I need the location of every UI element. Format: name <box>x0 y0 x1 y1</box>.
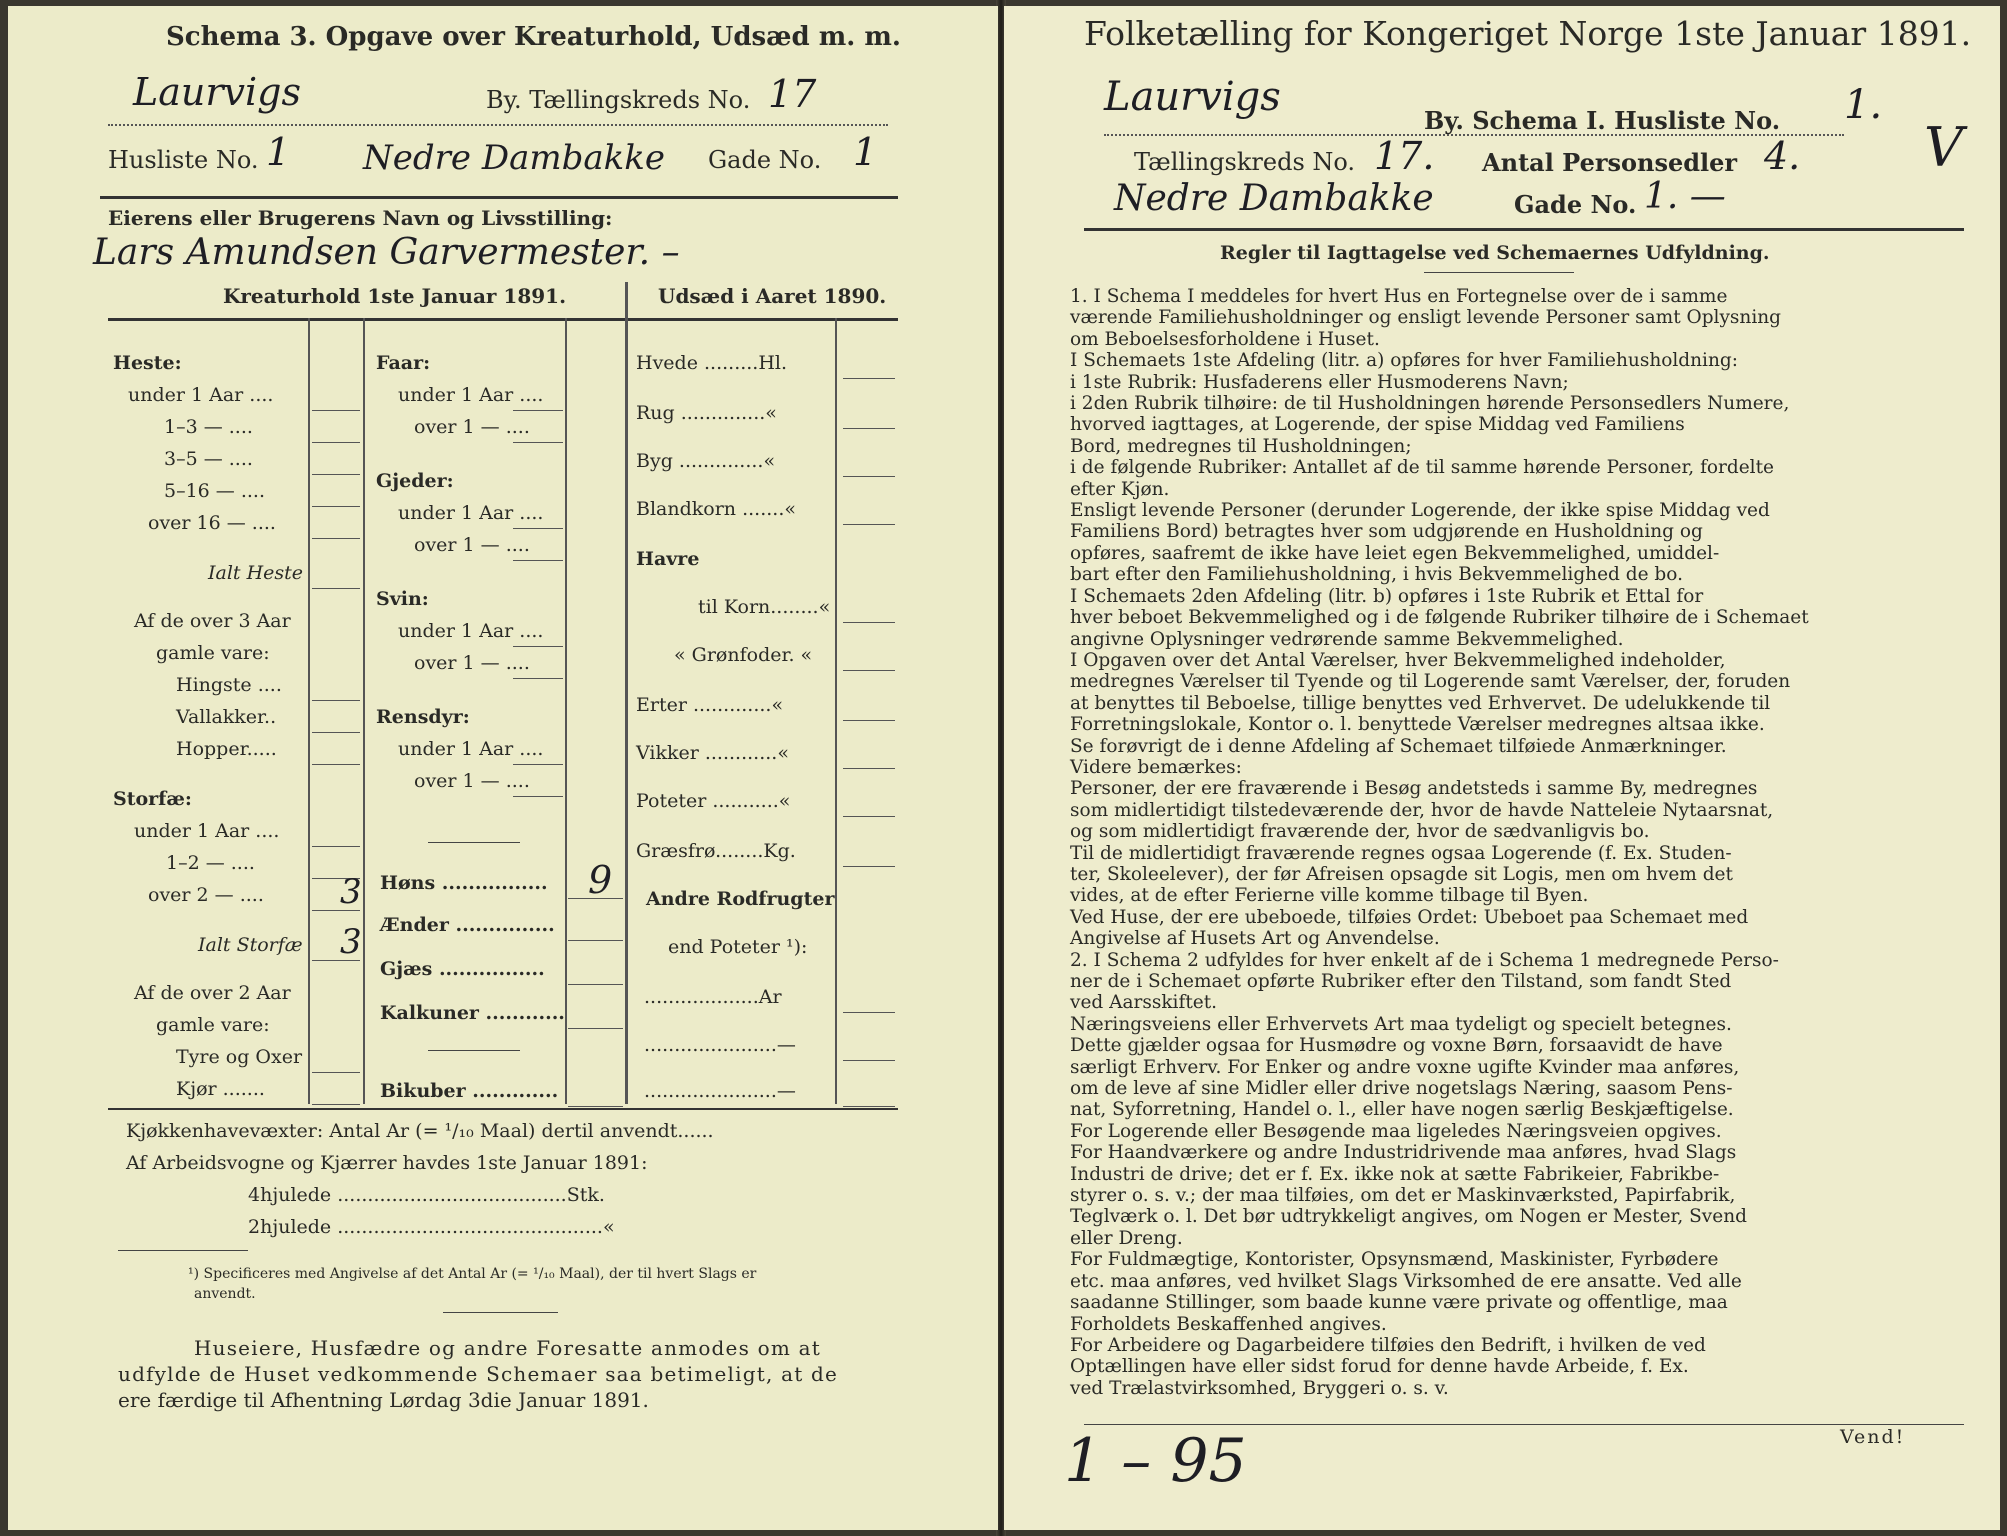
value-line <box>568 940 623 941</box>
row-label: 3–5 — .... <box>164 448 253 470</box>
separator <box>428 842 520 843</box>
value-line <box>513 646 563 647</box>
row-label: over 1 — .... <box>414 534 530 556</box>
gade-label: Gade No. <box>1514 190 1637 219</box>
col3-divider <box>835 318 837 1104</box>
value-line <box>513 442 563 443</box>
rules-body <box>1070 286 1970 1399</box>
row-label: over 1 — .... <box>414 652 530 674</box>
value-line <box>312 1072 360 1073</box>
rules-line: Se forøvrigt de i denne Afdeling af Schemaet tilføiede Anmærkninger. <box>1070 735 1727 757</box>
col1-value-divider <box>363 318 365 1104</box>
row-label: Af de over 2 Aar <box>134 982 291 1004</box>
row-label: 1–2 — .... <box>166 852 255 874</box>
antal-value: 4. <box>1764 134 1801 178</box>
value-line <box>843 1012 895 1013</box>
rules-line: Forholdets Beskaffenhed angives. <box>1070 1313 1387 1335</box>
rules-line: eller Dreng. <box>1070 1227 1183 1249</box>
husliste-label: Husliste No. <box>108 146 259 174</box>
value-line <box>312 764 360 765</box>
rules-line: nat, Syforretning, Handel o. l., eller have nogen særlig Beskjæftigelse. <box>1070 1099 1734 1121</box>
vikker-label: Vikker ............« <box>636 742 789 764</box>
rules-line: etc. maa anføres, ved hvilket Slags Virksomhed de ere ansatte. Ved alle <box>1070 1270 1742 1292</box>
value-line <box>568 1106 623 1107</box>
check-mark: V <box>1924 116 1963 179</box>
row-label: under 1 Aar .... <box>398 738 544 760</box>
rules-line: I Schemaets 1ste Afdeling (litr. a) opføres for hver Familiehusholdning: <box>1070 350 1738 372</box>
hvede-label: Hvede .........Hl. <box>636 352 788 374</box>
rules-line: særligt Erhverv. For Enker og andre voxne ugifte Kvinder maa anføres, <box>1070 1056 1740 1078</box>
value-line <box>513 560 563 561</box>
rules-line: og som midlertidigt fraværende der, hvor de sædvanligvis bo. <box>1070 821 1650 843</box>
value-line <box>843 768 895 769</box>
footnote-line1: ¹) Specificeres med Angivelse af det Antal Ar (= ¹/₁₀ Maal), der til hvert Slags er <box>188 1266 757 1282</box>
value-line <box>843 720 895 721</box>
hjulede2-line: 2hjulede ............................................« <box>248 1216 615 1238</box>
rules-line: 1. I Schema I meddeles for hvert Hus en Fortegnelse over de i samme <box>1070 286 1728 307</box>
value-line <box>312 442 360 443</box>
heste-label: Heste: <box>113 352 182 374</box>
page-number-handwritten: 1 – 95 <box>1064 1426 1247 1496</box>
end-poteter-label: end Poteter ¹): <box>668 936 808 958</box>
kreds-value: 17. <box>1374 134 1435 178</box>
value-line <box>843 378 895 379</box>
storfae-ialt-value: 3 <box>340 922 362 962</box>
hons-label: Høns ................ <box>380 872 548 894</box>
footnote-line2: anvendt. <box>194 1286 256 1302</box>
row-label: over 16 — .... <box>148 512 276 534</box>
rules-line: i de følgende Rubriker: Antallet af de til samme hørende Personer, fordelte <box>1070 457 1774 479</box>
kalkuner-label: Kalkuner ............ <box>380 1002 565 1024</box>
by-line <box>108 124 888 126</box>
andre-rodfrugter-label: Andre Rodfrugter <box>646 888 835 910</box>
value-line <box>312 506 360 507</box>
by-line <box>1104 134 1844 136</box>
vend-label: Vend! <box>1840 1426 1906 1448</box>
notice-line1: Huseiere, Husfædre og andre Foresatte anmodes om at <box>194 1336 821 1360</box>
rules-line: Til de midlertidigt fraværende regnes ogsaa Logerende (f. Ex. Studen- <box>1070 842 1732 864</box>
storfae-over2-value: 3 <box>340 872 362 912</box>
value-line <box>843 866 895 867</box>
rules-title-rule <box>1424 272 1574 273</box>
dash-line-label: ......................— <box>644 1034 796 1056</box>
row-label: gamle vare: <box>156 1014 270 1036</box>
value-line <box>843 816 895 817</box>
ialt-storfae-label: Ialt Storfæ <box>198 934 303 956</box>
row-label: Hingste .... <box>176 674 282 696</box>
separator <box>428 1050 520 1051</box>
rules-line: om de leve af sine Midler eller drive nogetslags Næring, saasom Pens- <box>1070 1078 1733 1100</box>
ar-line-label: ...................Ar <box>644 986 782 1008</box>
by-handwritten: Laurvigs <box>133 70 301 114</box>
rules-line: styrer o. s. v.; der maa tilføies, om det er Maskinværksted, Papirfabrik, <box>1070 1185 1736 1207</box>
rules-line: Ved Huse, der ere ubeboede, tilføies Ordet: Ubeboet paa Schemaet med <box>1070 906 1749 928</box>
hjulede4-line: 4hjulede ......................................Stk. <box>248 1184 605 1206</box>
rules-line: Optællingen have eller sidst forud for denne havde Arbeide, f. Ex. <box>1070 1356 1689 1378</box>
aender-label: Ænder ............... <box>380 914 555 936</box>
row-label: Hopper..... <box>176 738 277 760</box>
rug-label: Rug ..............« <box>636 402 777 424</box>
rules-line: I Opgaven over det Antal Værelser, hver Bekvemmelighed indeholder, <box>1070 649 1726 671</box>
rules-line: For Fuldmægtige, Kontorister, Opsynsmænd, Maskinister, Fyrbødere <box>1070 1249 1719 1271</box>
row-label: under 1 Aar .... <box>398 620 544 642</box>
value-line <box>843 1060 895 1061</box>
value-line <box>843 622 895 623</box>
left-page-schema-3 <box>8 6 998 1530</box>
graesfro-label: Græsfrø........Kg. <box>636 840 796 862</box>
rules-title: Regler til Iagttagelse ved Schemaernes Udfyldning. <box>1220 242 1770 264</box>
faar-label: Faar: <box>376 352 431 374</box>
value-line <box>312 588 360 589</box>
row-label: under 1 Aar .... <box>134 820 280 842</box>
gjeder-label: Gjeder: <box>376 470 454 492</box>
gade-value: 1 <box>853 130 878 174</box>
table-bottom-rule <box>108 1108 898 1110</box>
owner-label: Eierens eller Brugerens Navn og Livsstilling: <box>108 206 613 230</box>
value-line <box>312 410 360 411</box>
rules-line: bart efter den Familiehusholdning, i hvis Bekvemmelighed de bo. <box>1070 564 1683 586</box>
rules-line: Dette gjælder ogsaa for Husmødre og voxne Børn, forsaavidt de have <box>1070 1035 1723 1057</box>
hons-value: 9 <box>588 858 613 902</box>
rules-line: 2. I Schema 2 udfyldes for hver enkelt af de i Schema 1 medregnede Perso- <box>1070 949 1779 971</box>
kreds-label: Tællingskreds No. <box>1134 148 1356 176</box>
value-line <box>312 1104 360 1105</box>
dash-line-label: ......................— <box>644 1080 796 1102</box>
rules-line: ved Aarsskiftet. <box>1070 992 1218 1014</box>
rules-line: medregnes Værelser til Tyende og til Logerende samt Værelser, der, foruden <box>1070 671 1791 693</box>
rules-line: som midlertidigt tilstedeværende der, hvor de havde Natteleie Nytaarsnat, <box>1070 799 1774 821</box>
value-line <box>513 796 563 797</box>
value-line <box>312 846 360 847</box>
rules-line: ter, Skoleelever), der før Afreisen opsagde sit Logis, men om hvem det <box>1070 863 1733 885</box>
value-line <box>513 528 563 529</box>
rules-line: For Logerende eller Besøgende maa ligeledes Næringsveien opgives. <box>1070 1120 1722 1142</box>
rules-line: For Arbeidere og Dagarbeidere tilføies den Bedrift, i hvilken de ved <box>1070 1334 1706 1356</box>
schema3-title: Schema 3. Opgave over Kreaturhold, Udsæd m. m. <box>166 22 901 52</box>
rules-line: saadanne Stillinger, som baade kunne være private og offentlige, maa <box>1070 1292 1728 1314</box>
value-line <box>312 538 360 539</box>
row-label: 5–16 — .... <box>164 480 266 502</box>
folketelling-title: Folketælling for Kongeriget Norge 1ste Januar 1891. <box>1084 14 1972 53</box>
rules-line: i 2den Rubrik tilhøire: de til Husholdningen hørende Personsedlers Numere, <box>1070 393 1790 415</box>
value-line <box>843 670 895 671</box>
value-line <box>513 410 563 411</box>
rules-line: i 1ste Rubrik: Husfaderens eller Husmoderens Navn; <box>1070 371 1569 393</box>
value-line <box>312 700 360 701</box>
rules-line: vides, at de efter Ferierne ville komme tilbage til Byen. <box>1070 885 1589 907</box>
udsaed-header: Udsæd i Aaret 1890. <box>658 284 887 308</box>
col1-divider <box>308 318 310 1104</box>
by-schema-label: By. Schema I. Husliste No. <box>1424 106 1781 135</box>
rules-line: Familiens Bord) betragtes hver som udgjørende en Husholdning og <box>1070 521 1703 543</box>
blandkorn-label: Blandkorn .......« <box>636 498 796 520</box>
rules-line: angivne Oplysninger vedrørende samme Bekvemmelighed. <box>1070 628 1624 650</box>
rules-line: Personer, der ere fraværende i Besøg andetsteds i samme By, medregnes <box>1070 778 1758 800</box>
row-label: under 1 Aar .... <box>128 384 274 406</box>
rules-line: Bord, medregnes til Husholdningen; <box>1070 435 1412 457</box>
row-label: Kjør ....... <box>176 1078 265 1100</box>
rules-line: Ensligt levende Personer (derunder Logerende, der ikke spise Middag ved <box>1070 500 1770 522</box>
rules-line: Industri de drive; det er f. Ex. ikke nok at sætte Fabrikeier, Fabrikbe- <box>1070 1163 1720 1185</box>
value-line <box>568 1028 623 1029</box>
row-label: Vallakker.. <box>176 706 277 728</box>
right-page-schema-1 <box>1004 6 2000 1530</box>
header-rule <box>1084 228 1964 231</box>
notice-line2: udfylde de Huset vedkommende Schemaer saa betimeligt, at de <box>118 1362 839 1386</box>
rules-line: efter Kjøn. <box>1070 478 1170 500</box>
rules-line: hvorved iagttages, at Logerende, der spise Middag ved Familiens <box>1070 414 1685 436</box>
svin-label: Svin: <box>376 588 429 610</box>
value-line <box>568 984 623 985</box>
rules-line: Næringsveiens eller Erhvervets Art maa tydeligt og specielt betegnes. <box>1070 1013 1732 1035</box>
rules-line: Videre bemærkes: <box>1070 756 1242 778</box>
row-label: Tyre og Oxer <box>176 1046 303 1068</box>
kreds-value: 17 <box>768 72 817 116</box>
row-label: over 1 — .... <box>414 416 530 438</box>
by-label: By. Tællingskreds No. <box>486 86 751 114</box>
rules-line: ved Trælastvirksomhed, Bryggeri o. s. v. <box>1070 1377 1449 1399</box>
row-label: Af de over 3 Aar <box>134 610 291 632</box>
value-line <box>513 764 563 765</box>
rules-line: I Schemaets 2den Afdeling (litr. b) opføres i 1ste Rubrik et Ettal for <box>1070 585 1704 607</box>
rules-line: Forretningslokale, Kontor o. l. benyttede Værelser medregnes altsaa ikke. <box>1070 714 1765 736</box>
rules-line: værende Familiehusholdninger og ensligt levende Personer samt Oplysning <box>1070 307 1781 329</box>
section-divider <box>625 282 628 1104</box>
value-line <box>513 678 563 679</box>
row-label: under 1 Aar .... <box>398 384 544 406</box>
rules-line: hver beboet Bekvemmelighed og i de følgende Rubriker tilhøire de i Schemaet <box>1070 607 1809 629</box>
value-line <box>312 474 360 475</box>
bottom-rule <box>1084 1424 1964 1425</box>
row-label: 1–3 — .... <box>164 416 253 438</box>
row-label: over 2 — .... <box>148 884 264 906</box>
rules-line: om Beboelsesforholdene i Huset. <box>1070 328 1380 350</box>
rules-line: For Haandværkere og andre Industridrivende maa anføres, hvad Slags <box>1070 1142 1737 1164</box>
value-line <box>843 1106 895 1107</box>
kreaturhold-header: Kreaturhold 1ste Januar 1891. <box>223 284 567 308</box>
gade-value: 1. — <box>1644 176 1726 217</box>
col2-divider <box>565 318 567 1104</box>
value-line <box>843 476 895 477</box>
til-korn-label: til Korn........« <box>698 596 831 618</box>
rules-line: Angivelse af Husets Art og Anvendelse. <box>1070 928 1440 950</box>
row-label: gamle vare: <box>156 642 270 664</box>
poteter-label: Poteter ...........« <box>636 790 791 812</box>
rensdyr-label: Rensdyr: <box>376 706 470 728</box>
by-handwritten: Laurvigs <box>1104 74 1281 120</box>
owner-value: Lars Amundsen Garvermester. – <box>93 232 680 273</box>
rules-line: Teglværk o. l. Det bør udtrykkeligt angives, om Nogen er Mester, Svend <box>1070 1206 1747 1228</box>
gronfoder-label: « Grønfoder. « <box>674 644 813 666</box>
havre-label: Havre <box>636 548 700 570</box>
husliste-value: 1. <box>1844 82 1883 128</box>
value-line <box>312 732 360 733</box>
antal-label: Antal Personsedler <box>1482 148 1738 177</box>
row-label: over 1 — .... <box>414 770 530 792</box>
table-top-rule <box>108 318 898 321</box>
row-label: under 1 Aar .... <box>398 502 544 524</box>
gjaes-label: Gjæs ................ <box>380 958 545 980</box>
rules-line: at benyttes til Beboelse, tillige benyttes ved Erhvervet. De udelukkende til <box>1070 692 1771 714</box>
rules-line: ner de i Schemaet opførte Rubriker efter den Tilstand, som fandt Sted <box>1070 971 1732 992</box>
rules-line: opføres, saafremt de ikke have leiet egen Bekvemmelighed, umiddel- <box>1070 542 1720 564</box>
street-handwritten: Nedre Dambakke <box>1114 178 1434 219</box>
value-line <box>843 428 895 429</box>
footnote-rule <box>118 1250 248 1251</box>
erter-label: Erter .............« <box>636 694 784 716</box>
kjokkenhave-line: Kjøkkenhavevæxter: Antal Ar (= ¹/₁₀ Maal) dertil anvendt...... <box>126 1120 714 1142</box>
gade-label: Gade No. <box>708 146 822 174</box>
arbeidsvogne-line: Af Arbeidsvogne og Kjærrer havdes 1ste Januar 1891: <box>126 1152 648 1174</box>
notice-rule <box>443 1312 558 1313</box>
street-handwritten: Nedre Dambakke <box>363 138 665 178</box>
ialt-heste-label: Ialt Heste <box>208 562 304 584</box>
storfae-label: Storfæ: <box>113 788 192 810</box>
value-line <box>843 524 895 525</box>
header-rule <box>100 196 898 199</box>
notice-line3: ere færdige til Afhentning Lørdag 3die Januar 1891. <box>118 1388 649 1412</box>
byg-label: Byg ..............« <box>636 450 776 472</box>
husliste-value: 1 <box>266 130 291 174</box>
bikuber-label: Bikuber ............. <box>380 1080 559 1102</box>
